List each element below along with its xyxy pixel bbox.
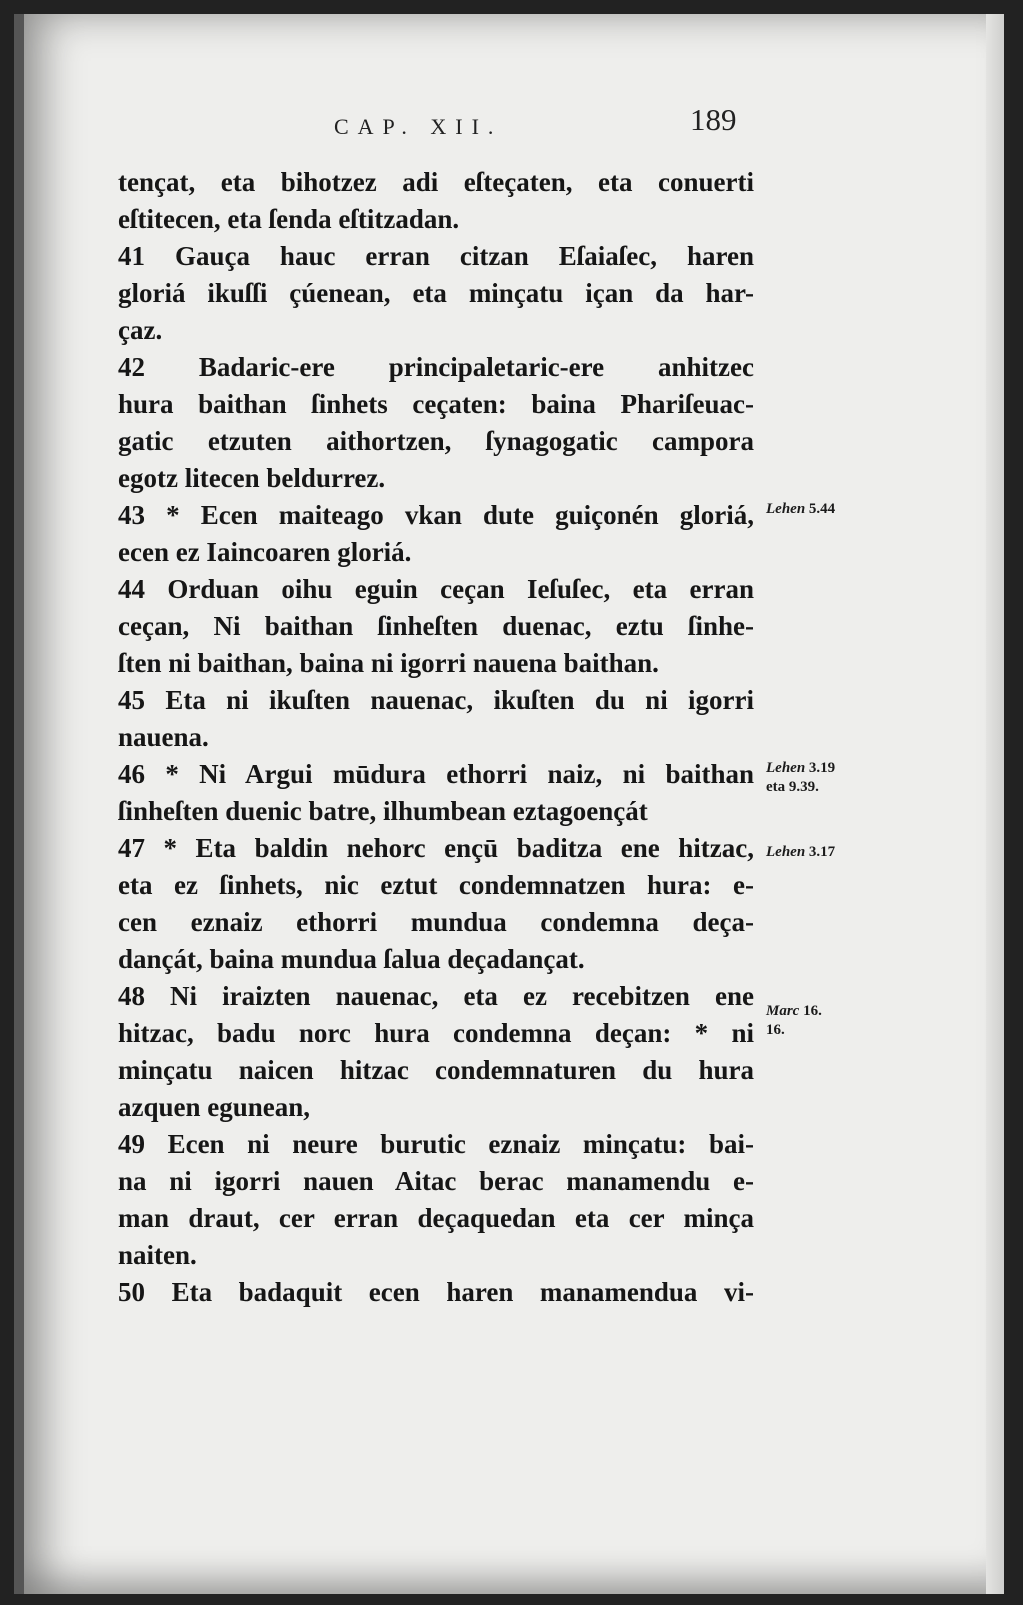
text-line: 44 Orduan oihu eguin ceçan Ieſuſec, eta erran xyxy=(118,574,754,604)
text-line: hura baithan ſinhets ceçaten: baina Phariſeuac- xyxy=(118,389,754,419)
text-line: dançát, baina mundua ſalua deçadançat. xyxy=(118,944,585,974)
text-line: ſten ni baithan, baina ni igorri nauena baithan. xyxy=(118,648,659,678)
text-line: ecen ez Iaincoaren gloriá. xyxy=(118,537,412,567)
text-line: 50 Eta badaquit ecen haren manamendua vi- xyxy=(118,1277,754,1307)
text-line: 49 Ecen ni neure burutic eznaiz minçatu: bai- xyxy=(118,1129,754,1159)
text-line: gloriá ikuſſi çúenean, eta minçatu içan da har- xyxy=(118,278,754,308)
text-line: gatic etzuten aithortzen, ſynagogatic campora xyxy=(118,426,754,456)
text-line: ceçan, Ni baithan ſinheſten duenac, eztu ſinhe- xyxy=(118,611,754,641)
book-page xyxy=(14,14,1004,1594)
text-line: cen eznaiz ethorri mundua condemna deça- xyxy=(118,907,754,937)
page-number: 189 xyxy=(690,102,737,137)
text-line: eſtitecen, eta ſenda eſtitzadan. xyxy=(118,204,460,234)
text-line: na ni igorri nauen Aitac berac manamendu e- xyxy=(118,1166,754,1196)
margin-note-43: Lehen 5.44 xyxy=(766,501,836,517)
text-line: 42 Badaric-ere principaletaric-ere anhitzec xyxy=(118,352,754,382)
text-line: minçatu naicen hitzac condemnaturen du hura xyxy=(118,1055,754,1085)
page-binding-shadow xyxy=(14,14,24,1594)
running-head: CAP. XII. xyxy=(334,114,503,139)
body-text xyxy=(118,164,754,1311)
text-line: 43 * Ecen maiteago vkan dute guiçonén gloriá, xyxy=(118,500,754,530)
margin-note-47: Lehen 3.17 xyxy=(766,844,836,860)
text-line: tençat, eta bihotzez adi eſteçaten, eta conuerti xyxy=(118,167,754,197)
text-line: egotz litecen beldurrez. xyxy=(118,463,386,493)
text-line: çaz. xyxy=(118,315,163,345)
text-line: azquen egunean, xyxy=(118,1092,311,1122)
page-edge xyxy=(986,14,1004,1594)
text-line: naiten. xyxy=(118,1240,197,1270)
text-line: 48 Ni iraizten nauenac, eta ez recebitzen ene xyxy=(118,981,754,1011)
text-line: man draut, cer erran deçaquedan eta cer minça xyxy=(118,1203,754,1233)
text-line: 46 * Ni Argui mūdura ethorri naiz, ni baithan xyxy=(118,759,754,789)
text-line: nauena. xyxy=(118,722,209,752)
margin-note-48: Marc 16. 16. xyxy=(766,1003,822,1038)
page-header xyxy=(14,102,1004,142)
text-line: ſinheſten duenic batre, ilhumbean eztagoençát xyxy=(118,796,648,826)
text-line: 45 Eta ni ikuſten nauenac, ikuſten du ni igorri xyxy=(118,685,754,715)
text-line: 41 Gauça hauc erran citzan Eſaiaſec, haren xyxy=(118,241,754,271)
margin-note-46: Lehen 3.19 eta 9.39. xyxy=(766,760,836,795)
text-line: eta ez ſinhets, nic eztut condemnatzen hura: e- xyxy=(118,870,754,900)
text-line: 47 * Eta baldin nehorc ençū baditza ene hitzac, xyxy=(118,833,754,863)
text-line: hitzac, badu norc hura condemna deçan: * ni xyxy=(118,1018,754,1048)
